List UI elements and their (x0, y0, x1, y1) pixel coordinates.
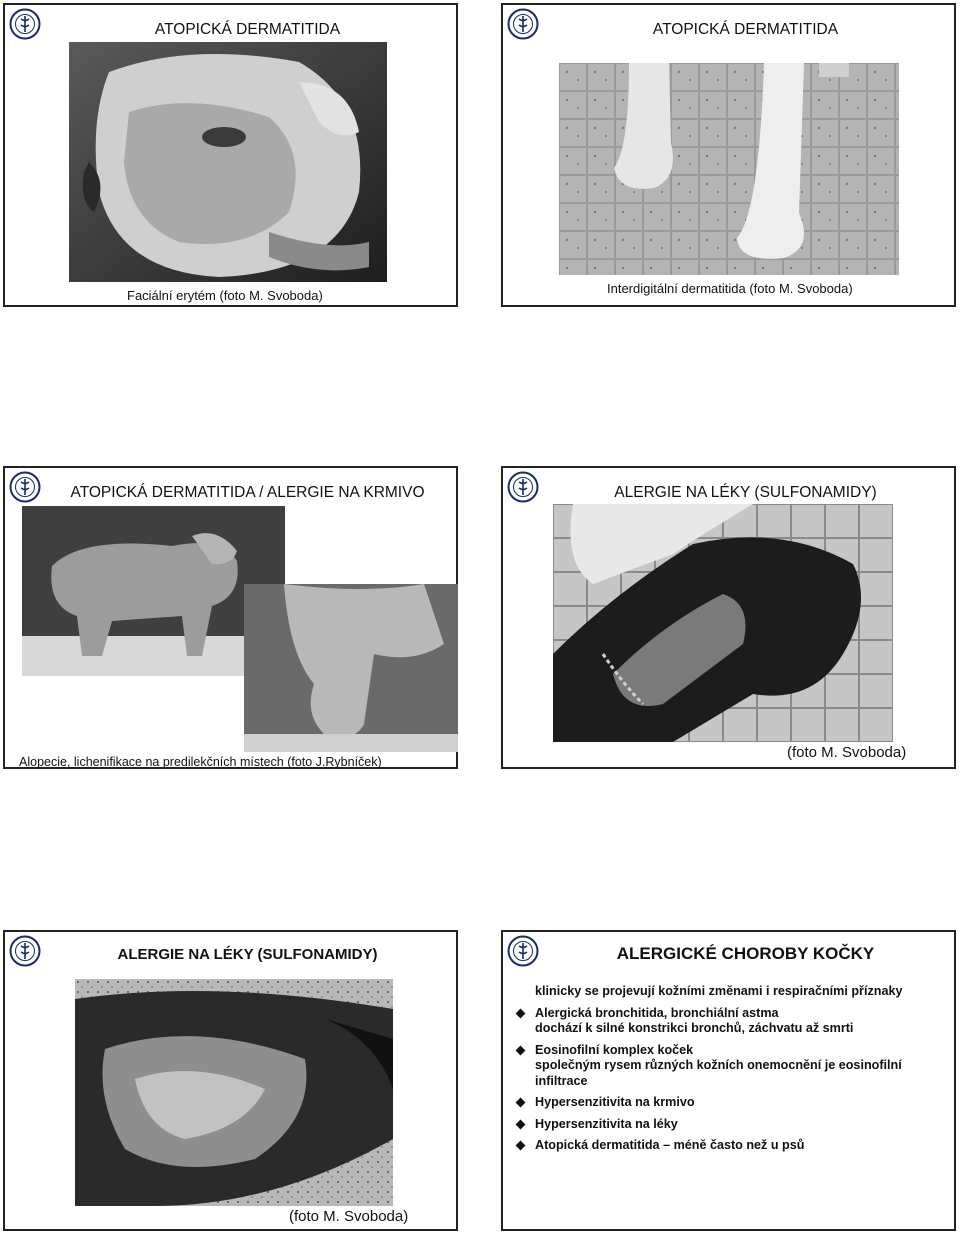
slide-title: ALERGICKÉ CHOROBY KOČKY (616, 944, 875, 963)
list-item: Atopická dermatitida – méně často než u psů (517, 1138, 944, 1154)
list-item: Hypersenzitivita na krmivo (517, 1095, 944, 1111)
slide-title: ATOPICKÁ DERMATITIDA / ALERGIE NA KRMIVO (70, 484, 425, 501)
slide-4 (501, 466, 956, 769)
bullet-list (517, 984, 944, 1160)
slide-title: ATOPICKÁ DERMATITIDA (154, 21, 341, 38)
slide-6 (501, 930, 956, 1231)
university-seal-icon (507, 935, 539, 967)
slide-caption: Alopecie, lichenifikace na predilekčních místech (foto J.Rybníček) (19, 755, 382, 769)
university-seal-icon (9, 471, 41, 503)
dog-paws-photo (559, 63, 899, 275)
diamond-bullet-icon (516, 1119, 526, 1129)
intro-text: klinicky se projevují kožními změnami i respiračními příznaky (535, 984, 903, 998)
black-dog-neck-photo (553, 504, 893, 742)
slide-5 (3, 930, 458, 1231)
university-seal-icon (507, 471, 539, 503)
slide-1 (3, 3, 458, 307)
slide-title: ATOPICKÁ DERMATITIDA (652, 21, 839, 38)
diamond-bullet-icon (516, 1045, 526, 1055)
bulldog-face-photo (69, 42, 387, 282)
slide-title: ALERGIE NA LÉKY (SULFONAMIDY) (614, 484, 877, 501)
university-seal-icon (507, 8, 539, 40)
skin-lesion-photo (75, 979, 393, 1206)
diamond-bullet-icon (516, 1141, 526, 1151)
university-seal-icon (9, 8, 41, 40)
shar-pei-legs-photo (244, 584, 458, 752)
slide-2 (501, 3, 956, 307)
diamond-bullet-icon (516, 1098, 526, 1108)
diamond-bullet-icon (516, 1008, 526, 1018)
slide-caption: (foto M. Svoboda) (289, 1208, 409, 1225)
university-seal-icon (9, 935, 41, 967)
list-item: Eosinofilní komplex koček společným rysem různých kožních onemocnění je eosinofilní infiltrace (517, 1043, 944, 1090)
slide-caption: Faciální erytém (foto M. Svoboda) (127, 288, 323, 303)
list-item: Hypersenzitivita na léky (517, 1117, 944, 1133)
slide-caption: Interdigitální dermatitida (foto M. Svoboda) (607, 281, 853, 296)
slide-title: ALERGIE NA LÉKY (SULFONAMIDY) (117, 946, 378, 963)
slide-caption: (foto M. Svoboda) (787, 744, 907, 761)
slide-3 (3, 466, 458, 769)
list-item: Alergická bronchitida, bronchiální astma dochází k silné konstrikci bronchů, záchvatu až smrti (517, 1006, 944, 1037)
